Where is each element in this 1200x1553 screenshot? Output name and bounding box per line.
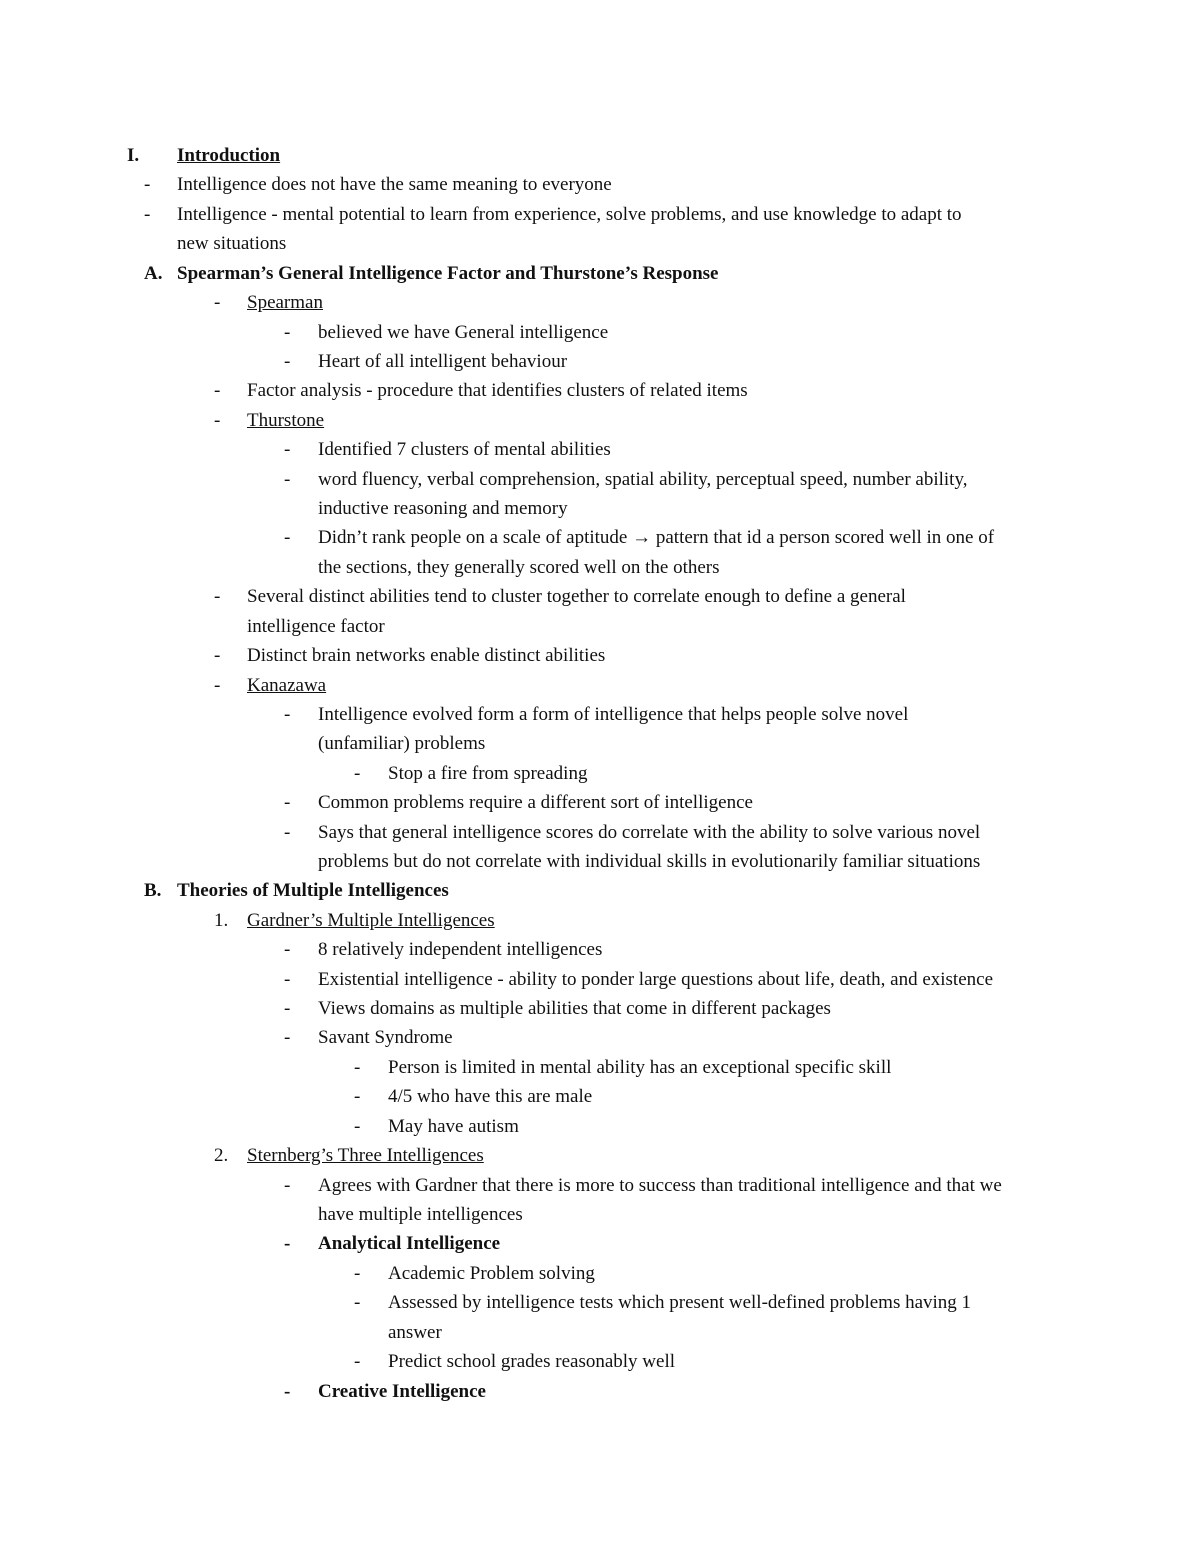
bullet-text: Intelligence evolved form a form of intelligence that helps people solve novel bbox=[318, 704, 909, 725]
bullet-line bbox=[0, 435, 1200, 465]
bullet-text: Savant Syndrome bbox=[318, 1027, 453, 1048]
dash-marker: - bbox=[284, 1027, 291, 1048]
bullet-line bbox=[0, 347, 1200, 377]
bullet-line bbox=[0, 376, 1200, 406]
dash-marker: - bbox=[214, 292, 221, 313]
section-heading-b bbox=[0, 876, 1200, 906]
bullet-text: problems but do not correlate with individual skills in evolutionarily familiar situations bbox=[318, 851, 981, 872]
section-heading-intro bbox=[0, 141, 1200, 171]
dash-marker: - bbox=[284, 704, 291, 725]
bullet-text: Stop a fire from spreading bbox=[388, 763, 588, 784]
bullet-text: Identified 7 clusters of mental abilities bbox=[318, 439, 611, 460]
heading-text: Theories of Multiple Intelligences bbox=[177, 880, 449, 901]
subheading-gardner: Gardner’s Multiple Intelligences bbox=[247, 910, 495, 931]
dash-marker: - bbox=[144, 204, 151, 225]
bullet-text: Predict school grades reasonably well bbox=[388, 1351, 676, 1372]
dash-marker: - bbox=[214, 410, 221, 431]
subheading-thurstone: Thurstone bbox=[247, 410, 325, 431]
number-marker: 1. bbox=[214, 910, 229, 931]
bullet-text: Heart of all intelligent behaviour bbox=[318, 351, 568, 372]
bullet-text: Assessed by intelligence tests which present well-defined problems having 1 bbox=[388, 1292, 972, 1313]
dash-marker: - bbox=[284, 527, 291, 548]
bullet-line bbox=[0, 288, 1200, 318]
subheading-analytical: Analytical Intelligence bbox=[318, 1233, 501, 1254]
bullet-continuation bbox=[0, 612, 1200, 642]
bullet-line bbox=[0, 994, 1200, 1024]
dash-marker: - bbox=[214, 586, 221, 607]
bullet-text: the sections, they generally scored well on the others bbox=[318, 557, 720, 578]
bullet-text: Agrees with Gardner that there is more to success than traditional intelligence and that we bbox=[318, 1175, 1002, 1196]
bullet-text: Factor analysis - procedure that identifies clusters of related items bbox=[247, 380, 748, 401]
bullet-text: 8 relatively independent intelligences bbox=[318, 939, 603, 960]
bullet-line bbox=[0, 935, 1200, 965]
dash-marker: - bbox=[354, 1263, 361, 1284]
heading-text: Introduction bbox=[177, 145, 281, 166]
dash-marker: - bbox=[214, 380, 221, 401]
bullet-line bbox=[0, 1377, 1200, 1407]
bullet-line bbox=[0, 1347, 1200, 1377]
heading-marker: I. bbox=[127, 145, 140, 166]
dash-marker: - bbox=[354, 1116, 361, 1137]
dash-marker: - bbox=[284, 998, 291, 1019]
number-marker: 2. bbox=[214, 1145, 229, 1166]
bullet-line bbox=[0, 1082, 1200, 1112]
bullet-text: new situations bbox=[177, 233, 287, 254]
bullet-line bbox=[0, 1259, 1200, 1289]
dash-marker: - bbox=[284, 322, 291, 343]
bullet-line bbox=[0, 1288, 1200, 1318]
bullet-line bbox=[0, 1053, 1200, 1083]
bullet-text: intelligence factor bbox=[247, 616, 385, 637]
dash-marker: - bbox=[284, 439, 291, 460]
bullet-text: Academic Problem solving bbox=[388, 1263, 595, 1284]
bullet-line bbox=[0, 965, 1200, 995]
bullet-text: 4/5 who have this are male bbox=[388, 1086, 593, 1107]
bullet-line bbox=[0, 671, 1200, 701]
bullet-text: Existential intelligence - ability to ponder large questions about life, death, and existence bbox=[318, 969, 994, 990]
bullet-continuation bbox=[0, 494, 1200, 524]
bullet-text: Views domains as multiple abilities that come in different packages bbox=[318, 998, 831, 1019]
bullet-line bbox=[0, 759, 1200, 789]
dash-marker: - bbox=[284, 792, 291, 813]
subheading-kanazawa: Kanazawa bbox=[247, 675, 327, 696]
bullet-line bbox=[0, 1023, 1200, 1053]
dash-marker: - bbox=[284, 822, 291, 843]
bullet-line bbox=[0, 318, 1200, 348]
bullet-text: Person is limited in mental ability has an exceptional specific skill bbox=[388, 1057, 892, 1078]
bullet-text: Common problems require a different sort of intelligence bbox=[318, 792, 753, 813]
dash-marker: - bbox=[284, 1381, 291, 1402]
bullet-text: May have autism bbox=[388, 1116, 519, 1137]
bullet-continuation bbox=[0, 1200, 1200, 1230]
heading-marker: A. bbox=[144, 263, 163, 284]
bullet-text: Intelligence - mental potential to learn from experience, solve problems, and use knowledge to adapt to bbox=[177, 204, 962, 225]
dash-marker: - bbox=[214, 645, 221, 666]
bullet-line bbox=[0, 641, 1200, 671]
dash-marker: - bbox=[284, 351, 291, 372]
bullet-continuation bbox=[0, 229, 1200, 259]
bullet-text: inductive reasoning and memory bbox=[318, 498, 568, 519]
bullet-line bbox=[0, 170, 1200, 200]
bullet-text: answer bbox=[388, 1322, 442, 1343]
numbered-item bbox=[0, 906, 1200, 936]
dash-marker: - bbox=[284, 1175, 291, 1196]
bullet-line bbox=[0, 465, 1200, 495]
bullet-continuation bbox=[0, 553, 1200, 583]
bullet-line bbox=[0, 1171, 1200, 1201]
bullet-line bbox=[0, 582, 1200, 612]
bullet-text: Didn’t rank people on a scale of aptitude → pattern that id a person scored well in one of bbox=[318, 527, 995, 548]
dash-marker: - bbox=[354, 1351, 361, 1372]
bullet-text: word fluency, verbal comprehension, spatial ability, perceptual speed, number ability, bbox=[318, 469, 968, 490]
dash-marker: - bbox=[354, 1292, 361, 1313]
dash-marker: - bbox=[284, 469, 291, 490]
numbered-item bbox=[0, 1141, 1200, 1171]
heading-marker: B. bbox=[144, 880, 162, 901]
bullet-text: Distinct brain networks enable distinct abilities bbox=[247, 645, 606, 666]
bullet-line bbox=[0, 200, 1200, 230]
bullet-line bbox=[0, 523, 1200, 553]
bullet-continuation bbox=[0, 1318, 1200, 1348]
bullet-text: (unfamiliar) problems bbox=[318, 733, 486, 754]
bullet-text: have multiple intelligences bbox=[318, 1204, 523, 1225]
bullet-text: Intelligence does not have the same meaning to everyone bbox=[177, 174, 612, 195]
dash-marker: - bbox=[284, 969, 291, 990]
dash-marker: - bbox=[284, 939, 291, 960]
dash-marker: - bbox=[144, 174, 151, 195]
bullet-line bbox=[0, 818, 1200, 848]
bullet-line bbox=[0, 700, 1200, 730]
subheading-sternberg: Sternberg’s Three Intelligences bbox=[247, 1145, 484, 1166]
dash-marker: - bbox=[354, 1057, 361, 1078]
bullet-line bbox=[0, 406, 1200, 436]
dash-marker: - bbox=[354, 1086, 361, 1107]
bullet-line bbox=[0, 1229, 1200, 1259]
bullet-continuation bbox=[0, 847, 1200, 877]
bullet-text: believed we have General intelligence bbox=[318, 322, 609, 343]
bullet-line bbox=[0, 788, 1200, 818]
section-heading-a bbox=[0, 259, 1200, 289]
bullet-continuation bbox=[0, 729, 1200, 759]
subheading-spearman: Spearman bbox=[247, 292, 323, 313]
subheading-creative: Creative Intelligence bbox=[318, 1381, 486, 1402]
bullet-line bbox=[0, 1112, 1200, 1142]
dash-marker: - bbox=[284, 1233, 291, 1254]
dash-marker: - bbox=[214, 675, 221, 696]
heading-text: Spearman’s General Intelligence Factor and Thurstone’s Response bbox=[177, 263, 719, 284]
bullet-text: Says that general intelligence scores do correlate with the ability to solve various novel bbox=[318, 822, 981, 843]
dash-marker: - bbox=[354, 763, 361, 784]
bullet-text: Several distinct abilities tend to cluster together to correlate enough to define a general bbox=[247, 586, 906, 607]
